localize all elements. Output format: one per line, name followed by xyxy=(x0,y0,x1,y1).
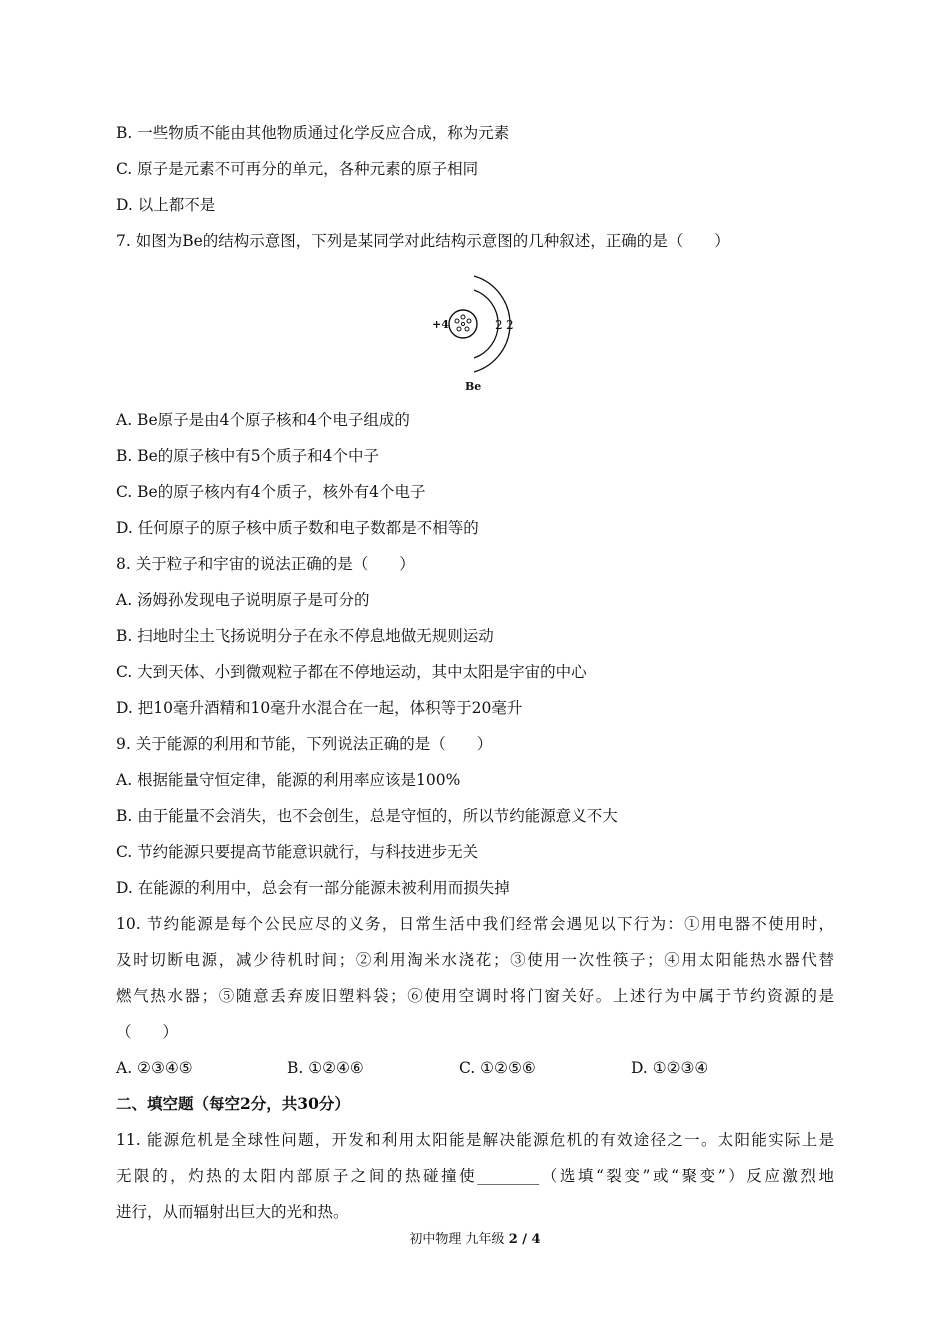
nucleon-dot xyxy=(461,322,464,325)
element-symbol-label: Be xyxy=(465,380,482,393)
q7-stem: 7. 如图为Be的结构示意图，下列是某同学对此结构示意图的几种叙述，正确的是（ ） xyxy=(116,232,730,250)
nucleon-dot xyxy=(467,319,471,323)
nucleus-circle xyxy=(449,310,477,338)
q8-option-a: A. 汤姆孙发现电子说明原子是可分的 xyxy=(116,591,370,609)
q9-option-d: D. 在能源的利用中，总会有一部分能源未被利用而损失掉 xyxy=(116,879,510,897)
q11-stem-line-1: 11. 能源危机是全球性问题，开发和利用太阳能是解决能源危机的有效途径之一。太阳能实际上是 xyxy=(116,1131,834,1149)
q8-option-c: C. 大到天体、小到微观粒子都在不停地运动，其中太阳是宇宙的中心 xyxy=(116,663,587,681)
shell-1-electron-count: 2 xyxy=(495,318,503,332)
q11-stem-line-3: 进行，从而辐射出巨大的光和热。 xyxy=(116,1203,349,1221)
q7-option-d: D. 任何原子的原子核中质子数和电子数都是不相等的 xyxy=(116,519,479,537)
q6-option-c: C. 原子是元素不可再分的单元，各种元素的原子相同 xyxy=(116,160,479,178)
be-atom-structure-diagram xyxy=(420,268,530,394)
q10-option-d: D. ①②③④ xyxy=(631,1059,709,1077)
q10-stem-line-2: 及时切断电源，减少待机时间；②利用淘米水浇花；③使用一次性筷子；④用太阳能热水器代替 xyxy=(116,951,834,969)
q7-option-a: A. Be原子是由4个原子核和4个电子组成的 xyxy=(116,411,410,429)
q7-option-c: C. Be的原子核内有4个质子，核外有4个电子 xyxy=(116,483,426,501)
electron-shell-2 xyxy=(474,276,510,372)
q7-option-b: B. Be的原子核中有5个质子和4个中子 xyxy=(116,447,380,465)
q8-option-b: B. 扫地时尘土飞扬说明分子在永不停息地做无规则运动 xyxy=(116,627,494,645)
q10-stem-line-4: （ ） xyxy=(116,1023,179,1041)
q10-option-b: B. ①②④⑥ xyxy=(287,1059,364,1077)
q6-option-d: D. 以上都不是 xyxy=(116,196,216,214)
q9-option-c: C. 节约能源只要提高节能意识就行，与科技进步无关 xyxy=(116,843,479,861)
shell-2-electron-count: 2 xyxy=(506,318,514,332)
q6-option-b: B. 一些物质不能由其他物质通过化学反应合成，称为元素 xyxy=(116,124,510,142)
page-footer xyxy=(0,1231,950,1249)
nucleon-dot xyxy=(455,319,459,323)
q11-stem-line-2: 无限的，灼热的太阳内部原子之间的热碰撞使________（选填“裂变”或“聚变”）反应激烈地 xyxy=(116,1167,834,1185)
q8-stem: 8. 关于粒子和宇宙的说法正确的是（ ） xyxy=(116,555,415,573)
q10-stem-line-1: 10. 节约能源是每个公民应尽的义务，日常生活中我们经常会遇见以下行为：①用电器不使用时， xyxy=(116,915,834,933)
q10-option-a: A. ②③④⑤ xyxy=(116,1059,193,1077)
q9-stem: 9. 关于能源的利用和节能，下列说法正确的是（ ） xyxy=(116,735,493,753)
nucleon-dot xyxy=(461,315,465,319)
nucleus-charge-label: +4 xyxy=(432,318,449,331)
q8-option-d: D. 把10毫升酒精和10毫升水混合在一起，体积等于20毫升 xyxy=(116,699,523,717)
nucleon-dot xyxy=(465,327,469,331)
page-number: 2 / 4 xyxy=(508,1232,541,1247)
section-2-heading: 二、填空题（每空2分，共30分） xyxy=(116,1094,350,1113)
q9-option-a: A. 根据能量守恒定律，能源的利用率应该是100% xyxy=(116,771,461,789)
nucleon-dot xyxy=(457,327,461,331)
q10-option-c: C. ①②⑤⑥ xyxy=(459,1059,536,1077)
q9-option-b: B. 由于能量不会消失，也不会创生，总是守恒的，所以节约能源意义不大 xyxy=(116,807,618,825)
q10-stem-line-3: 燃气热水器；⑤随意丢弃废旧塑料袋；⑥使用空调时将门窗关好。上述行为中属于节约资源的是 xyxy=(116,987,834,1005)
footer-label: 初中物理 九年级 xyxy=(409,1232,505,1247)
